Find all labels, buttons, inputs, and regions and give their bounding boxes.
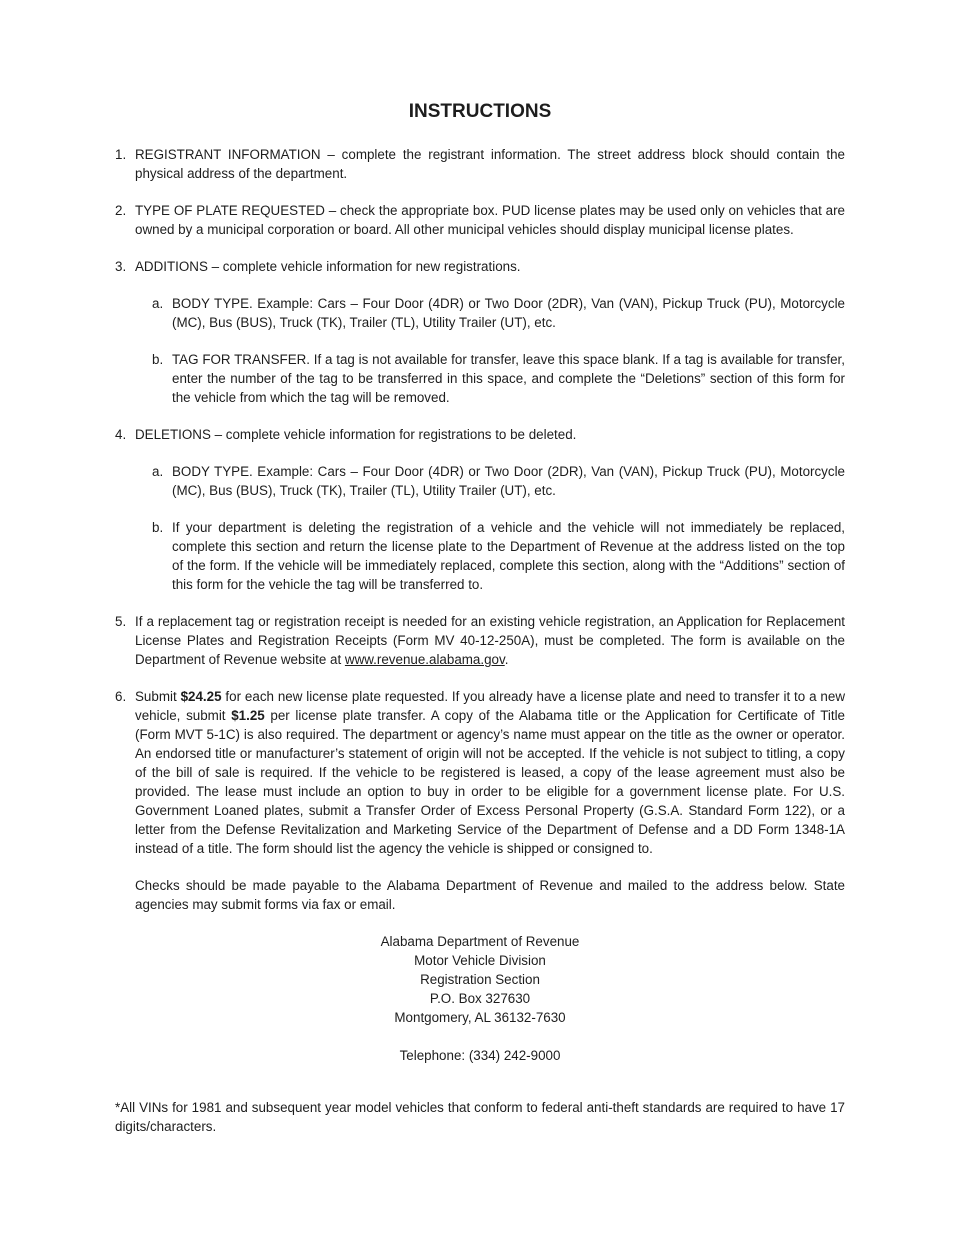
fee-new-plate-amount: $24.25	[180, 689, 222, 704]
item-4a-letter: a.	[152, 464, 164, 479]
item-4-text: DELETIONS – complete vehicle information for registrations to be deleted.	[135, 427, 577, 442]
instruction-item-3b	[152, 350, 845, 407]
address-city-state-zip: Montgomery, AL 36132-7630	[394, 1010, 566, 1025]
checks-payable-text: Checks should be made payable to the Alabama Department of Revenue and mailed to the address below. State agencies may submit forms via fax or email.	[135, 878, 845, 912]
instruction-item-5	[115, 612, 845, 669]
mailing-address-block	[115, 932, 845, 1027]
item-3-text: ADDITIONS – complete vehicle information for new registrations.	[135, 259, 521, 274]
address-department: Alabama Department of Revenue	[380, 934, 580, 949]
instruction-item-4a	[152, 462, 845, 500]
item-2-number: 2.	[115, 203, 127, 218]
page-title: INSTRUCTIONS	[408, 101, 552, 122]
instruction-item-4	[115, 425, 845, 444]
fee-transfer-amount: $1.25	[231, 708, 265, 723]
instruction-item-4b	[152, 518, 845, 594]
item-5-text-end: .	[504, 652, 509, 667]
address-po-box: P.O. Box 327630	[429, 991, 531, 1006]
item-6-number: 6.	[115, 689, 127, 704]
instruction-item-6	[115, 687, 845, 858]
item-3-number: 3.	[115, 259, 127, 274]
item-3b-letter: b.	[152, 352, 164, 367]
telephone-line: Telephone: (334) 242-9000	[399, 1048, 561, 1063]
item-3a-text: BODY TYPE. Example: Cars – Four Door (4DR) or Two Door (2DR), Van (VAN), Pickup Truck (PU), Motorcycle (MC), Bus (BUS), Truck (TK), Trailer (TL), Utility Trailer (UT), etc.	[172, 296, 845, 330]
revenue-website-link: www.revenue.alabama.gov	[344, 652, 505, 667]
item-1-text: REGISTRANT INFORMATION – complete the registrant information. The street address block should contain the physical address of the department.	[135, 147, 845, 181]
instruction-item-3a	[152, 294, 845, 332]
instruction-item-3	[115, 257, 845, 276]
item-4b-letter: b.	[152, 520, 164, 535]
address-section: Registration Section	[420, 972, 540, 987]
vin-footnote: *All VINs for 1981 and subsequent year model vehicles that conform to federal anti-theft standards are required to have 17 digits/characters.	[115, 1100, 845, 1134]
item-2-text: TYPE OF PLATE REQUESTED – check the appropriate box. PUD license plates may be used only on vehicles that are owned by a municipal corporation or board. All other municipal vehicles should display municipal license plates.	[135, 203, 845, 237]
item-3b-text: TAG FOR TRANSFER. If a tag is not available for transfer, leave this space blank. If a tag is available for transfer, enter the number of the tag to be transferred in this space, and complete the “Deletions” section of this form for the vehicle from which the tag will be removed.	[172, 352, 845, 405]
item-3a-letter: a.	[152, 296, 164, 311]
item-5-text: If a replacement tag or registration receipt is needed for an existing vehicle registration, an Application for Replacement License Plates and Registration Receipts (Form MV 40-12-250A), must be completed. The form is available on the Department of Revenue website at	[135, 614, 845, 667]
item-6-text-2: for each new license plate requested. If you already have a license plate and need to transfer it to a new vehicle, submit	[135, 689, 845, 723]
instruction-item-1	[115, 145, 845, 183]
instruction-item-2	[115, 201, 845, 239]
item-5-number: 5.	[115, 614, 127, 629]
item-4a-text: BODY TYPE. Example: Cars – Four Door (4DR) or Two Door (2DR), Van (VAN), Pickup Truck (PU), Motorcycle (MC), Bus (BUS), Truck (TK), Trailer (TL), Utility Trailer (UT), etc.	[172, 464, 845, 498]
address-division: Motor Vehicle Division	[414, 953, 546, 968]
item-1-number: 1.	[115, 147, 127, 162]
checks-payable-paragraph	[115, 876, 845, 914]
item-4-number: 4.	[115, 427, 127, 442]
item-6-text-1: Submit	[135, 689, 181, 704]
item-6-text-3: per license plate transfer. A copy of the Alabama title or the Application for Certificate of Title (Form MVT 5-1C) is also required. The department or agency’s name must appear on the title as the owner or operator. An endorsed title or manufacturer’s statement of origin will not be accepted. If the vehicle is not subject to titling, a copy of the bill of sale is required. If the vehicle to be registered is leased, a copy of the lease agreement must also be provided. The lease must include an option to buy in order to be eligible for a government license plate. For U.S. Government Loaned plates, submit a Transfer Order of Excess Personal Property (G.S.A. Standard Form 122), or a letter from the Defense Revitalization and Marketing Service of the Department of Defense and a DD Form 1348-1A instead of a title. The form should list the agency the vehicle is shipped or consigned to.	[135, 708, 845, 856]
item-4b-text: If your department is deleting the registration of a vehicle and the vehicle will not immediately be replaced, complete this section and return the license plate to the Department of Revenue at the address listed on the top of the form. If the vehicle will be immediately replaced, complete this section, along with the “Additions” section of this form for the vehicle the tag will be transferred to.	[172, 520, 845, 592]
